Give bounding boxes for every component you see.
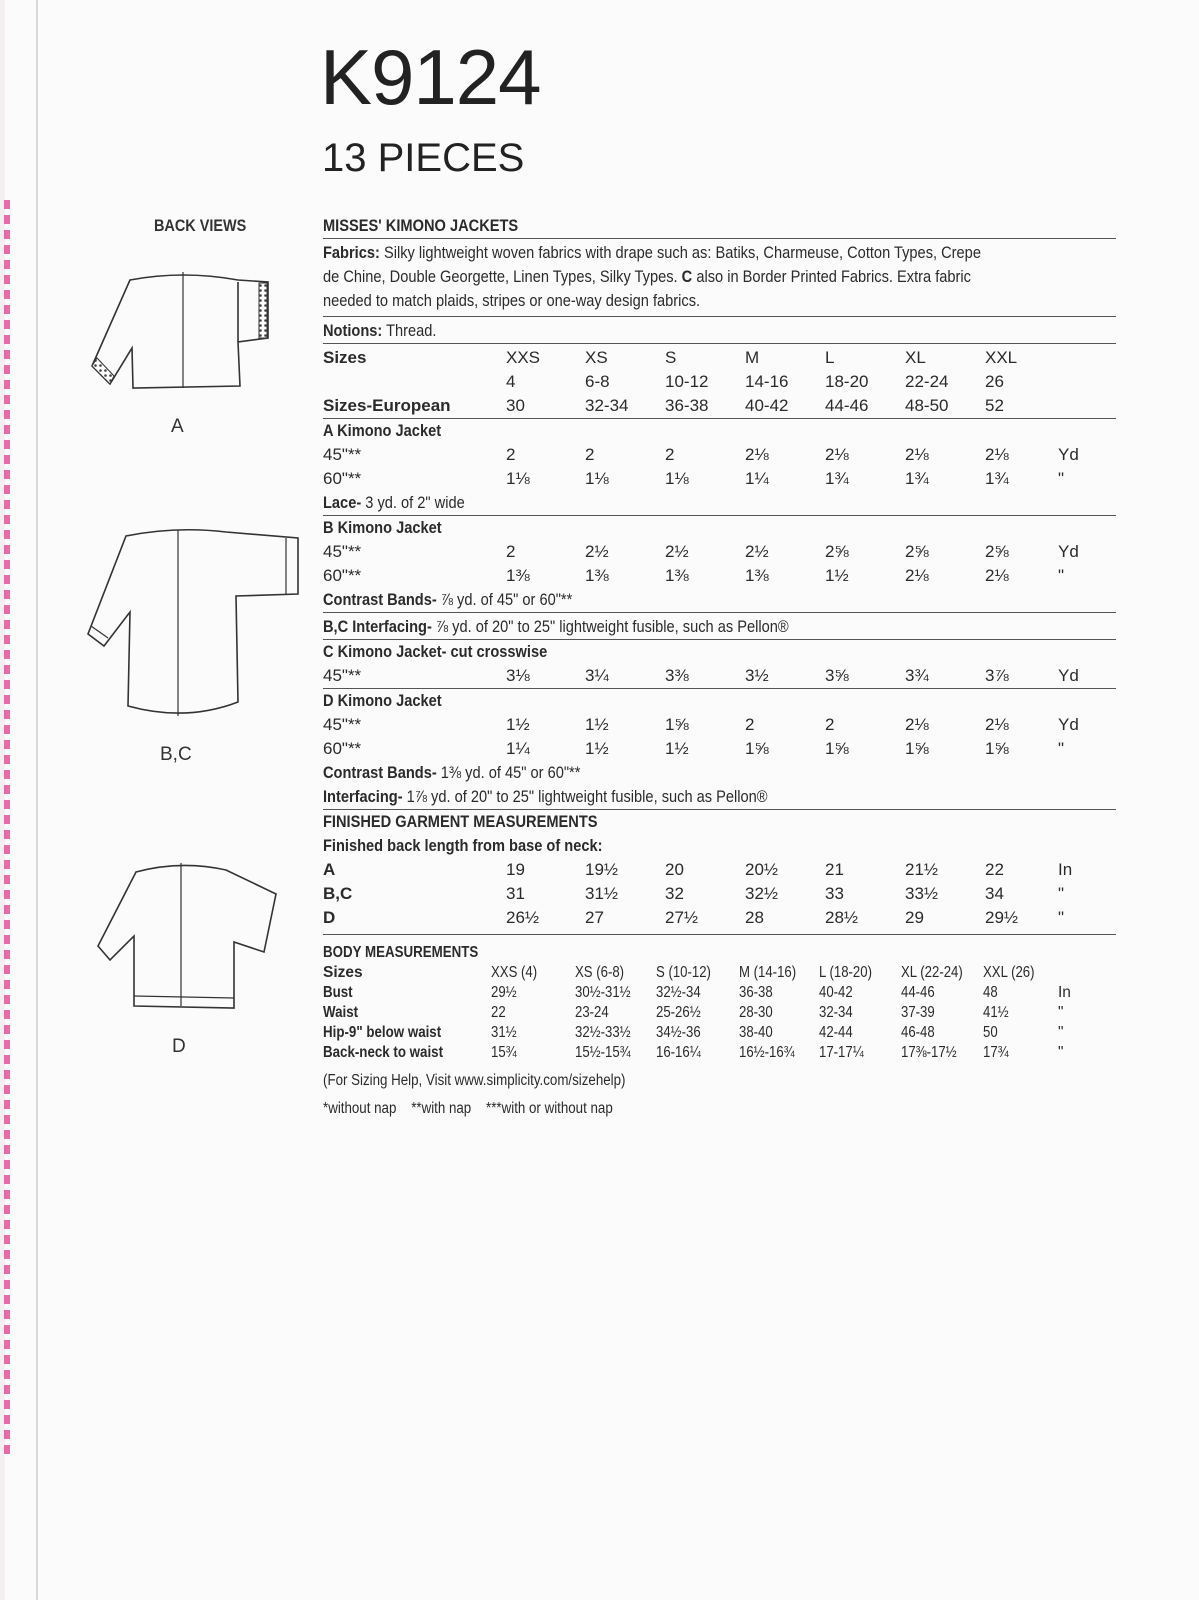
finished-title-label: FINISHED GARMENT MEASUREMENTS [323, 812, 598, 831]
yardage-chart [323, 214, 1116, 1121]
body-row-label: Waist [323, 1004, 359, 1021]
body-size: XXL (26) [983, 964, 1035, 981]
fabrics-block [323, 239, 1123, 313]
sizing-help: (For Sizing Help, Visit www.simplicity.com/sizehelp) [323, 1072, 626, 1089]
fabrics-line-3: also in Border Printed Fabrics. Extra fabric [696, 267, 971, 286]
row-value: 1⅝ [745, 739, 769, 758]
size-us: 6-8 [585, 372, 610, 391]
nap-with: **with nap [411, 1100, 472, 1117]
view-d-sketch [96, 860, 282, 1010]
fabrics-line-4: needed to match plaids, stripes or one-way design fabrics. [323, 291, 701, 310]
nap-either: ***with or without nap [486, 1100, 613, 1117]
size-name: XXL [985, 348, 1018, 367]
body-value: 28-30 [739, 1004, 773, 1021]
finished-subtitle-label: Finished back length from base of neck: [323, 836, 603, 855]
row-value: 1½ [665, 739, 689, 758]
row-value: 19½ [585, 860, 619, 879]
body-value: 25-26½ [656, 1004, 701, 1021]
body-value: 15¾ [491, 1044, 517, 1061]
row-value: 3¾ [905, 666, 929, 685]
row-value: 2 [665, 445, 675, 464]
body-value: 44-46 [901, 984, 935, 1001]
body-value: 50 [983, 1024, 998, 1041]
row-value: 1⅝ [665, 715, 689, 734]
row-value: 31½ [585, 884, 619, 903]
jacket-b-title-label: B Kimono Jacket [323, 518, 442, 537]
row-value: 2½ [745, 542, 769, 561]
row-value: 1⅛ [506, 469, 530, 488]
row-value: 34 [985, 884, 1004, 903]
row-value: 1¾ [985, 469, 1009, 488]
notions-label: Notions: [323, 321, 383, 340]
size-name: M [745, 348, 760, 367]
body-size: L (18-20) [819, 964, 872, 981]
finished-measurements-block [323, 810, 1116, 930]
row-value: 2⅛ [985, 715, 1009, 734]
row-label: D [323, 908, 336, 927]
body-title: BODY MEASUREMENTS [323, 944, 479, 961]
row-value: 32½ [745, 884, 779, 903]
row-value: 3⅛ [506, 666, 530, 685]
body-value: 38-40 [739, 1024, 773, 1041]
row-unit: " [1058, 884, 1065, 903]
row-value: 31 [506, 884, 525, 903]
jacket-d-block [323, 689, 1116, 809]
row-value: 1¾ [905, 469, 929, 488]
view-bc-sketch [86, 526, 306, 726]
d-contrast-bands-label: Contrast Bands- [323, 763, 437, 782]
bc-interfacing-label: B,C Interfacing- [323, 617, 432, 636]
row-unit: Yd [1058, 542, 1079, 561]
row-value: 2⅛ [905, 566, 929, 585]
fabrics-bold-c: C [681, 267, 693, 286]
fabrics-label: Fabrics: [323, 243, 380, 262]
body-row-label: Hip-9" below waist [323, 1024, 442, 1041]
row-unit: Yd [1058, 445, 1079, 464]
size-us: 4 [506, 372, 516, 391]
body-measurements-block [323, 935, 1116, 1061]
row-value: 2⅛ [745, 445, 769, 464]
row-value: 28½ [825, 908, 859, 927]
b-contrast-bands-text: ⅞ yd. of 45" or 60"** [440, 590, 573, 609]
row-value: 2 [825, 715, 835, 734]
body-value: 16-16¼ [656, 1044, 701, 1061]
row-value: 1¼ [745, 469, 769, 488]
body-value: 17⅜-17½ [901, 1044, 957, 1061]
row-value: 2⅛ [985, 566, 1009, 585]
body-row-label: Bust [323, 984, 353, 1001]
body-row-label: Back-neck to waist [323, 1044, 444, 1061]
row-unit: " [1058, 469, 1065, 488]
body-value: 36-38 [739, 984, 773, 1001]
row-value: 20 [665, 860, 684, 879]
row-value: 33 [825, 884, 844, 903]
jacket-a-title-label: A Kimono Jacket [323, 421, 442, 440]
body-value: 34½-36 [656, 1024, 701, 1041]
d-interfacing-label: Interfacing- [323, 787, 403, 806]
size-european: 52 [985, 396, 1004, 415]
view-bc-label: B,C [160, 744, 192, 765]
row-unit: Yd [1058, 715, 1079, 734]
body-value: 41½ [983, 1004, 1009, 1021]
lace-label: Lace- [323, 493, 362, 512]
margin-line [36, 0, 38, 1600]
jacket-b-block [323, 516, 1116, 612]
body-size: XXS (4) [491, 964, 538, 981]
row-label: 60"** [323, 469, 362, 488]
row-value: 1⅛ [585, 469, 609, 488]
body-size: M (14-16) [739, 964, 797, 981]
jacket-c-block [323, 640, 1116, 688]
view-d-label: D [172, 1036, 186, 1057]
body-value: 40-42 [819, 984, 853, 1001]
size-name: L [825, 348, 835, 367]
row-value: 1⅜ [585, 566, 609, 585]
row-value: 1⅝ [905, 739, 929, 758]
row-value: 2⅛ [905, 715, 929, 734]
size-european: 30 [506, 396, 525, 415]
row-value: 29 [905, 908, 924, 927]
size-name: XXS [506, 348, 541, 367]
row-value: 20½ [745, 860, 779, 879]
row-value: 1¼ [506, 739, 530, 758]
row-value: 2⅝ [825, 542, 849, 561]
row-value: 3⅜ [665, 666, 689, 685]
row-value: 2⅛ [905, 445, 929, 464]
view-a-sketch [88, 268, 278, 393]
size-us: 14-16 [745, 372, 789, 391]
row-value: 2 [506, 542, 516, 561]
body-value: 31½ [491, 1024, 517, 1041]
row-value: 1⅝ [825, 739, 849, 758]
pink-edge-print [4, 200, 10, 1460]
row-label: 45"** [323, 542, 362, 561]
row-value: 1⅝ [985, 739, 1009, 758]
body-size: XS (6-8) [575, 964, 625, 981]
row-value: 1½ [585, 739, 609, 758]
row-value: 1¾ [825, 469, 849, 488]
body-unit: " [1058, 1044, 1064, 1061]
body-sizes-label: Sizes [323, 964, 363, 981]
body-value: 23-24 [575, 1004, 609, 1021]
body-value: 37-39 [901, 1004, 935, 1021]
row-value: 3⅝ [825, 666, 849, 685]
row-value: 26½ [506, 908, 540, 927]
row-value: 27 [585, 908, 604, 927]
body-unit: In [1058, 984, 1071, 1001]
row-label: 45"** [323, 715, 362, 734]
body-unit: " [1058, 1004, 1064, 1021]
size-european: 32-34 [585, 396, 629, 415]
row-value: 2½ [665, 542, 689, 561]
row-unit: Yd [1058, 666, 1079, 685]
row-value: 2 [585, 445, 595, 464]
row-label: 60"** [323, 566, 362, 585]
row-label: 45"** [323, 666, 362, 685]
row-unit: In [1058, 860, 1073, 879]
row-value: 2⅝ [905, 542, 929, 561]
size-us: 22-24 [905, 372, 949, 391]
lace-text: 3 yd. of 2" wide [365, 493, 465, 512]
size-us: 10-12 [665, 372, 709, 391]
size-european: 48-50 [905, 396, 949, 415]
row-value: 32 [665, 884, 684, 903]
d-interfacing-text: 1⅞ yd. of 20" to 25" lightweight fusible, such as Pellon® [406, 787, 768, 806]
row-label: A [323, 860, 336, 879]
bc-interfacing-text: ⅞ yd. of 20" to 25" lightweight fusible, such as Pellon® [435, 617, 789, 636]
size-european: 36-38 [665, 396, 709, 415]
row-label: B,C [323, 884, 353, 903]
jacket-a-block [323, 419, 1116, 515]
row-value: 27½ [665, 908, 699, 927]
body-value: 17-17¼ [819, 1044, 864, 1061]
back-views-heading: BACK VIEWS [154, 216, 247, 235]
row-value: 21 [825, 860, 844, 879]
sizes-label: Sizes [323, 348, 367, 367]
jacket-d-title-label: D Kimono Jacket [323, 691, 442, 710]
nap-without: *without nap [323, 1100, 397, 1117]
body-value: 17¾ [983, 1044, 1009, 1061]
row-value: 2½ [585, 542, 609, 561]
row-value: 1½ [585, 715, 609, 734]
row-unit: " [1058, 739, 1065, 758]
body-value: 48 [983, 984, 998, 1001]
row-value: 33½ [905, 884, 939, 903]
body-size: XL (22-24) [901, 964, 963, 981]
row-label: 60"** [323, 739, 362, 758]
jacket-title: MISSES' KIMONO JACKETS [323, 216, 519, 235]
row-value: 28 [745, 908, 764, 927]
row-unit: " [1058, 908, 1065, 927]
row-value: 2 [745, 715, 755, 734]
body-value: 32½-34 [656, 984, 701, 1001]
jacket-c-title-label: C Kimono Jacket- cut crosswise [323, 642, 548, 661]
row-value: 1½ [506, 715, 530, 734]
size-european: 44-46 [825, 396, 869, 415]
row-value: 2⅛ [985, 445, 1009, 464]
row-value: 1½ [825, 566, 849, 585]
body-value: 22 [491, 1004, 506, 1021]
size-us: 26 [985, 372, 1004, 391]
sizes-european-label: Sizes-European [323, 396, 451, 415]
row-value: 29½ [985, 908, 1019, 927]
body-value: 32-34 [819, 1004, 853, 1021]
row-value: 19 [506, 860, 525, 879]
size-name: S [665, 348, 677, 367]
row-value: 3⅞ [985, 666, 1009, 685]
pattern-number: K9124 [320, 33, 541, 121]
fabrics-line-1: Silky lightweight woven fabrics with drape such as: Batiks, Charmeuse, Cotton Types, Crepe [383, 243, 981, 262]
row-value: 2 [506, 445, 516, 464]
row-unit: " [1058, 566, 1065, 585]
fabrics-line-2: de Chine, Double Georgette, Linen Types, Silky Types. [323, 267, 678, 286]
body-size: S (10-12) [656, 964, 711, 981]
row-value: 1⅜ [665, 566, 689, 585]
body-value: 32½-33½ [575, 1024, 631, 1041]
body-value: 16½-16¾ [739, 1044, 795, 1061]
row-value: 3¼ [585, 666, 609, 685]
row-value: 2⅛ [825, 445, 849, 464]
size-us: 18-20 [825, 372, 869, 391]
row-value: 3½ [745, 666, 769, 685]
b-contrast-bands-label: Contrast Bands- [323, 590, 437, 609]
row-value: 1⅜ [506, 566, 530, 585]
size-european: 40-42 [745, 396, 789, 415]
row-label: 45"** [323, 445, 362, 464]
row-value: 22 [985, 860, 1004, 879]
notions-text: Thread. [386, 321, 437, 340]
row-value: 1⅛ [665, 469, 689, 488]
body-value: 15½-15¾ [575, 1044, 631, 1061]
size-name: XL [905, 348, 926, 367]
body-value: 46-48 [901, 1024, 935, 1041]
row-value: 2⅝ [985, 542, 1009, 561]
body-value: 29½ [491, 984, 517, 1001]
d-contrast-bands-text: 1⅜ yd. of 45" or 60"** [440, 763, 581, 782]
row-value: 1⅜ [745, 566, 769, 585]
sizes-block [323, 344, 1116, 418]
view-a-label: A [171, 416, 184, 437]
body-value: 30½-31½ [575, 984, 631, 1001]
size-name: XS [585, 348, 608, 367]
body-unit: " [1058, 1024, 1064, 1041]
row-value: 21½ [905, 860, 939, 879]
pieces-count: 13 PIECES [322, 136, 525, 180]
body-value: 42-44 [819, 1024, 853, 1041]
